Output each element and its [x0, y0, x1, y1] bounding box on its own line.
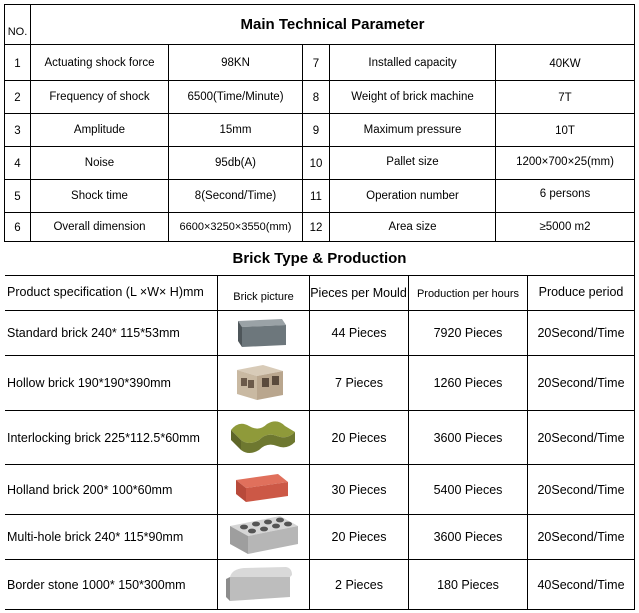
produce-period: 20Second/Time: [537, 482, 625, 497]
brick-spec: Multi-hole brick 240* 115*90mm: [7, 530, 184, 544]
pieces-per-mould: 2 Pieces: [335, 577, 383, 592]
param-value: 6 persons: [539, 188, 591, 200]
interlocking-brick-picture: [225, 414, 301, 458]
per-mould-column-header: Pieces per Mould: [310, 286, 407, 300]
pieces-per-mould: 20 Pieces: [331, 530, 387, 544]
param-number: 8: [312, 92, 320, 104]
param-name: Shock time: [71, 190, 128, 202]
technical-parameter-title: Main Technical Parameter: [240, 16, 425, 33]
brick-spec: Standard brick 240* 115*53mm: [7, 326, 180, 340]
brick-production-title: Brick Type & Production: [232, 250, 407, 267]
param-value: 10T: [555, 125, 575, 137]
param-number: 4: [14, 158, 21, 170]
pieces-per-mould: 30 Pieces: [331, 482, 387, 497]
param-number: 3: [14, 125, 21, 137]
param-number: 1: [14, 58, 21, 70]
pieces-per-mould: 7 Pieces: [335, 376, 383, 390]
production-per-hour: 3600 Pieces: [433, 530, 503, 544]
production-per-hour: 1260 Pieces: [433, 376, 503, 390]
param-name: Weight of brick machine: [351, 91, 474, 103]
production-per-hour: 3600 Pieces: [433, 430, 503, 445]
param-number: 9: [312, 125, 320, 137]
brick-spec: Border stone 1000* 150*300mm: [7, 577, 186, 592]
pieces-per-mould: 20 Pieces: [331, 430, 387, 445]
param-name: Overall dimension: [53, 221, 146, 233]
param-number: 10: [309, 158, 323, 170]
production-per-hour: 180 Pieces: [437, 577, 499, 592]
param-name: Noise: [84, 157, 115, 169]
param-value: 6600×3250×3550(mm): [179, 221, 292, 233]
param-number: 7: [312, 58, 320, 70]
border-stone-picture: [224, 563, 296, 607]
per-hour-column-header: Production per hours: [416, 288, 520, 300]
param-name: Frequency of shock: [49, 91, 150, 103]
param-value: 6500(Time/Minute): [187, 91, 284, 103]
param-value: 98KN: [221, 56, 250, 69]
produce-period: 20Second/Time: [537, 376, 625, 390]
param-name: Area size: [388, 221, 437, 233]
param-name: Maximum pressure: [363, 124, 462, 136]
no-column-header: NO.: [7, 26, 28, 38]
produce-period: 40Second/Time: [537, 577, 625, 592]
standard-brick-picture: [234, 317, 288, 351]
multi-hole-brick-picture: [226, 512, 302, 558]
brick-spec: Holland brick 200* 100*60mm: [7, 482, 173, 497]
param-name: Actuating shock force: [44, 56, 155, 69]
param-name: Installed capacity: [368, 56, 457, 69]
param-number: 11: [310, 191, 322, 203]
param-value: ≥5000 m2: [539, 221, 591, 233]
hollow-brick-picture: [233, 362, 287, 404]
param-value: 95db(A): [215, 157, 256, 169]
production-per-hour: 7920 Pieces: [433, 326, 503, 340]
param-number: 5: [14, 191, 21, 203]
param-number: 12: [309, 222, 323, 234]
param-name: Amplitude: [73, 124, 126, 136]
spec-column-header: Product specification (L ×W× H)mm: [7, 285, 204, 299]
param-number: 2: [14, 92, 21, 104]
param-value: 15mm: [219, 124, 252, 136]
holland-brick-picture: [232, 470, 292, 508]
param-name: Operation number: [366, 190, 459, 202]
param-name: Pallet size: [386, 156, 439, 168]
period-column-header: Produce period: [538, 285, 624, 299]
param-number: 6: [14, 222, 21, 234]
brick-spec: Interlocking brick 225*112.5*60mm: [7, 430, 200, 445]
produce-period: 20Second/Time: [537, 530, 625, 544]
produce-period: 20Second/Time: [537, 326, 625, 340]
produce-period: 20Second/Time: [537, 430, 625, 445]
picture-column-header: Brick picture: [233, 291, 294, 303]
param-value: 40KW: [549, 58, 581, 70]
brick-spec: Hollow brick 190*190*390mm: [7, 376, 171, 390]
pieces-per-mould: 44 Pieces: [331, 326, 387, 340]
param-value: 1200×700×25(mm): [516, 156, 614, 168]
param-value: 8(Second/Time): [194, 190, 277, 202]
param-value: 7T: [558, 92, 572, 104]
production-per-hour: 5400 Pieces: [433, 482, 503, 497]
